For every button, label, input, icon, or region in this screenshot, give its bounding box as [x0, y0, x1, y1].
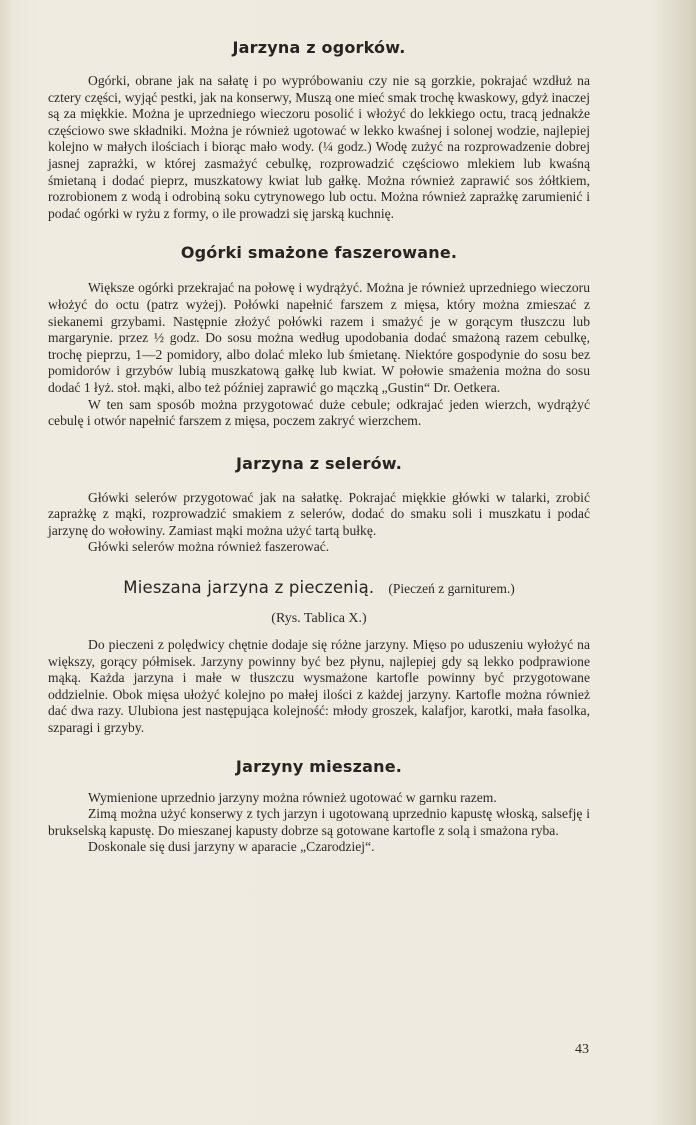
page-number: 43	[575, 1042, 589, 1057]
section-title-jarzyny-mieszane: Jarzyny mieszane.	[235, 756, 403, 776]
page-content	[48, 36, 590, 856]
paragraph: Doskonale się dusi jarzyny w aparacie „Czarodziej“.	[88, 839, 375, 855]
paragraph: W ten sam sposób można przygotować duże cebule; odkrajać jeden wierzch, wydrążyć cebulę i otwór napełnić farszem z mięsa, poczem zakryć wierzchem.	[48, 396, 590, 429]
figure-reference: (Rys. Tablica X.)	[271, 611, 367, 627]
paragraph: Główki selerów można również faszerować.	[88, 539, 330, 555]
section-title-jarzyna-z-ogorkow: Jarzyna z ogorków.	[232, 38, 406, 57]
paragraph: Do pieczeni z polędwicy chętnie dodaje się różne jarzyny. Mięso po uduszeniu wyłożyć na większy, gorący półmisek. Jarzyny powinny być bez płynu, najlepiej gdy są lekko podprawione mąką. Każda jarzyna i małe w tłuszczu wysmażone kartofle powinny być przygotowane oddzielnie. Obok mięsa ułożyć kolejno po małej ilości z każdej jarzyny. Kartofle można również dać dwa razy. Ulubiona jest następująca kolejność: młody groszek, kalafjor, karotki, mała fasolka, szparagi i grzyby.	[48, 637, 590, 736]
section-heading-mieszana-jarzyna	[48, 578, 590, 597]
paragraph: Ogórki, obrane jak na sałatę i po wypróbowaniu czy nie są gorzkie, pokrajać wzdłuż na cztery części, wyjąć pestki, jak na konserwy, Muszą one mieć smak trochę kwaskowy, gdyż inaczej są za miękkie. Można je uprzedniego wieczoru posolić i włożyć do lekkiego octu, tracą jednakże częściowo swe składniki. Można je również ugotować w lekko kwaśnej i solonej wodzie, najlepiej kolejno w małych ilościach i biorąc mało wody. (¼ godz.) Wodę zużyć na rozprowadzenie dobrej jasnej zaprażki, w której zasmażyć cebulkę, rozprowadzić częściowo mlekiem lub kwaśną śmietaną i dodać pieprz, muszkatowy kwiat lub gałkę. Można również zaprawić sos żółtkiem, rozrobionem z wodą i odrobiną soku cytrynowego lub octu. Można również zaprażkę zarumienić i podać ogórki w ryżu z formy, o ile prowadzi się jarską kuchnię.	[48, 73, 590, 221]
paragraph: Główki selerów przygotować jak na sałatkę. Pokrajać miękkie główki w talarki, zrobić zaprażkę z mąki, rozprowadzić smakiem z selerów, dodać do smaku soli i muszkatu i podać jarzynę do wołowiny. Zamiast mąki można użyć tartą bułkę.	[48, 489, 590, 538]
paragraph: Zimą można użyć konserwy z tych jarzyn i ugotowaną uprzednio kapustę włoską, salsefję i brukselską kapustę. Do mieszanej kapusty dobrze są gotowane kartofle z solą i smażona ryba.	[48, 806, 590, 838]
paragraph: Wymienione uprzednio jarzyny można również ugotować w garnku razem.	[88, 789, 497, 805]
paragraph: Większe ogórki przekrajać na połowę i wydrążyć. Można je również uprzedniego wieczoru włożyć do octu (patrz wyżej). Połówki napełnić farszem z mięsa, który można zmieszać z siekanemi grzybami. Następnie złożyć połówki razem i smażyć je w gorącym tłuszczu lub margarynie. przez ½ godz. Do sosu można według upodobania dodać smażoną razem cebulkę, trochę pieprzu, 1—2 pomidory, albo dolać mleko lub śmietanę. Niektóre gospodynie do sosu bez pomidorów i grzybów lubią muszkatową gałkę lub kwiat. W połowie smażenia można do sosu dodać 1 łyż. stoł. mąki, albo też później zaprawić go mączką „Gustin“ Dr. Oetkera.	[48, 280, 590, 395]
section-title-mieszana-jarzyna: Mieszana jarzyna z pieczenią.	[123, 578, 375, 598]
section-title-ogorki-smazone: Ogórki smażone faszerowane.	[180, 243, 458, 263]
section-subtitle: (Pieczeń z garniturem.)	[388, 581, 515, 597]
section-title-jarzyna-z-selerow: Jarzyna z selerów.	[235, 453, 403, 473]
